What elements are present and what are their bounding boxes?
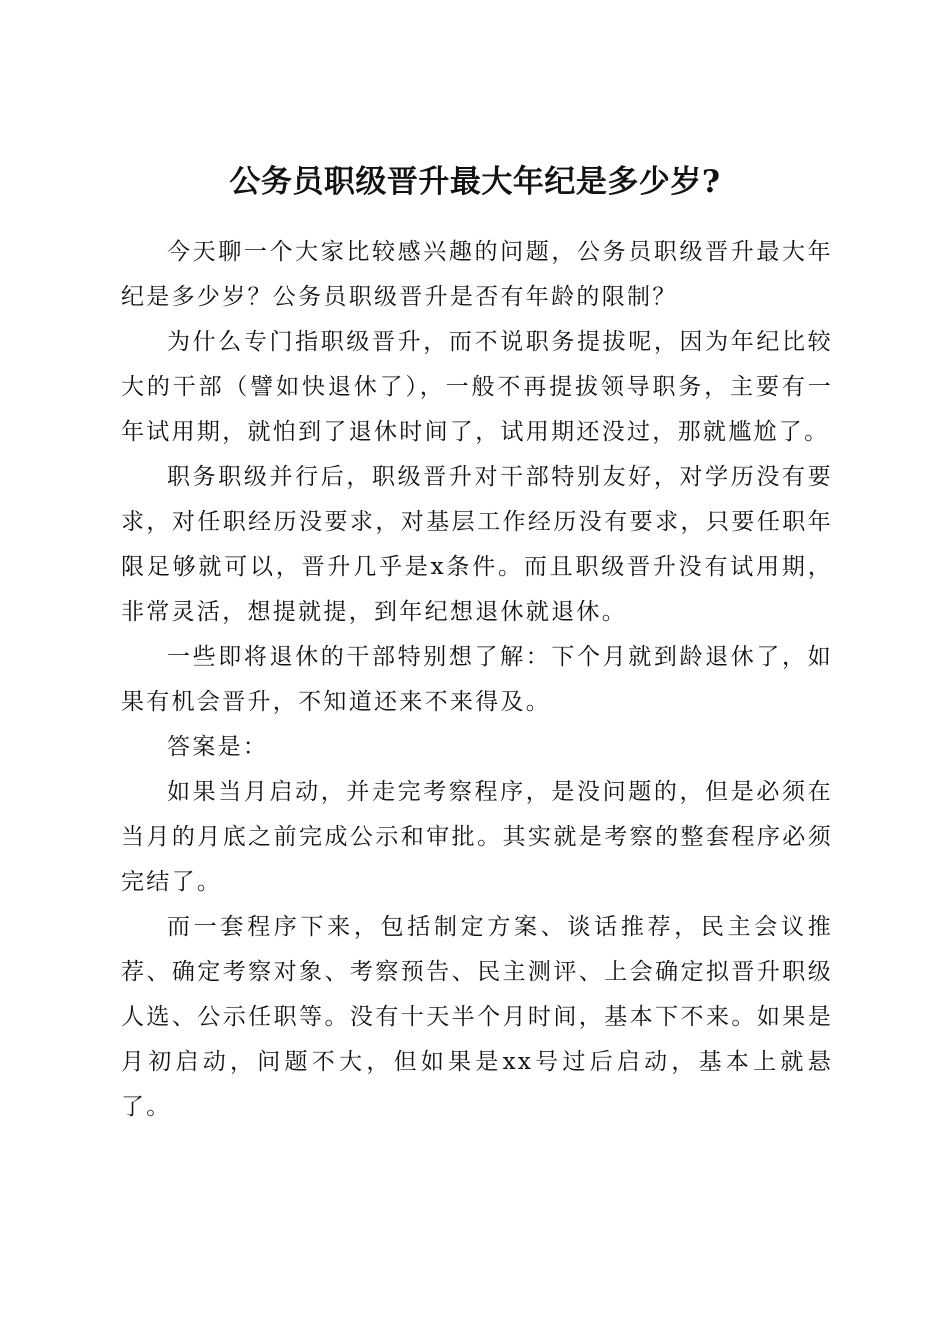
paragraph-2: 为什么专门指职级晋升，而不说职务提拔呢，因为年纪比较大的干部（譬如快退休了），一般不再提拔领导职务，主要有一年试用期，就怕到了退休时间了，试用期还没过，那就尴尬了。 [121,329,833,445]
paragraph-3: 职务职级并行后，职级晋升对干部特别友好，对学历没有要求，对任职经历没要求，对基层工作经历没有要求，只要任职年限足够就可以，晋升几乎是x条件。而且职级晋升没有试用期，非常灵活，想提就提，到年纪想退休就退休。 [121,464,833,625]
paragraph-6: 如果当月启动，并走完考察程序，是没问题的，但是必须在当月的月底之前完成公示和审批。其实就是考察的整套程序必须完结了。 [121,779,833,895]
paragraph-7: 而一套程序下来，包括制定方案、谈话推荐，民主会议推荐、确定考察对象、考察预告、民主测评、上会确定拟晋升职级人选、公示任职等。没有十天半个月时间，基本下不来。如果是月初启动，问题不大，但如果是xx号过后启动，基本上就悬了。 [121,914,833,1120]
paragraph-1: 今天聊一个大家比较感兴趣的问题，公务员职级晋升最大年纪是多少岁？公务员职级晋升是否有年龄的限制？ [121,239,833,310]
document-body [121,230,833,1130]
paragraph-5: 答案是： [167,734,269,760]
paragraph-4: 一些即将退休的干部特别想了解：下个月就到龄退休了，如果有机会晋升，不知道还来不来得及。 [121,644,833,715]
document-title: 公务员职级晋升最大年纪是多少岁? [229,163,721,200]
